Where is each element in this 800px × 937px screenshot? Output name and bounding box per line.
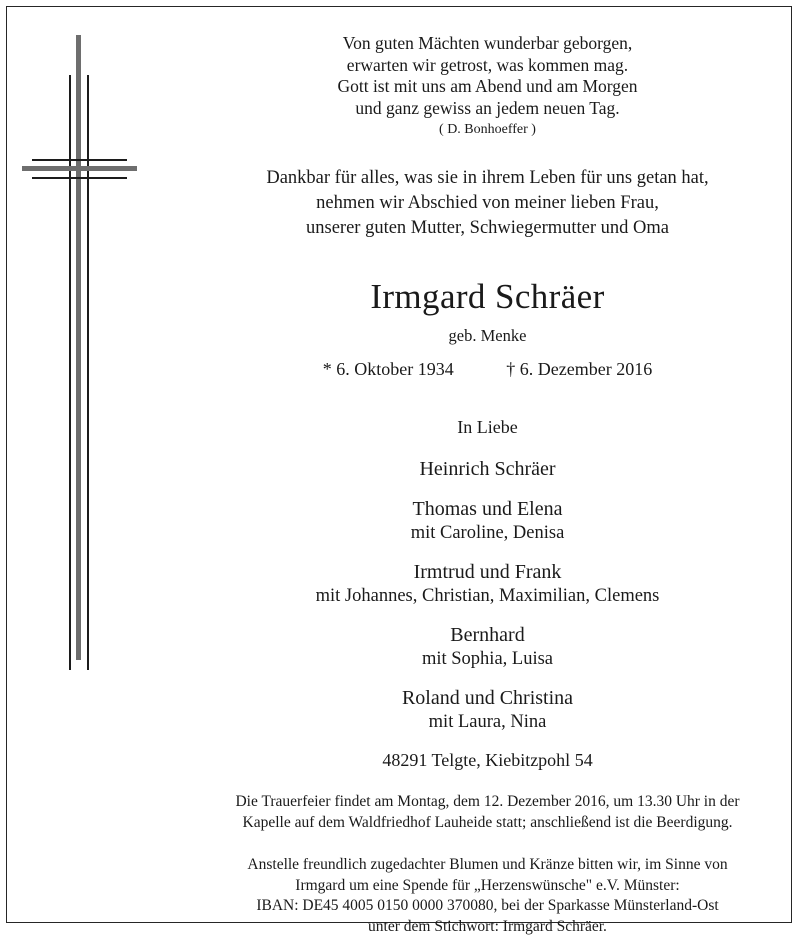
- cross-vertical-edge-right: [87, 75, 89, 670]
- poem-line: Von guten Mächten wunderbar geborgen,: [182, 33, 793, 55]
- dedication-line: unserer guten Mutter, Schwiegermutter und Oma: [182, 216, 793, 241]
- survivor-children: mit Caroline, Denisa: [182, 522, 793, 545]
- survivor-principal: Roland und Christina: [182, 686, 793, 711]
- survivor-group: [182, 686, 793, 734]
- cross-vertical-edge-left: [69, 75, 71, 670]
- dedication-line: nehmen wir Abschied von meiner lieben Frau,: [182, 191, 793, 216]
- cross-horizontal-bar: [22, 166, 137, 171]
- survivors-list: [182, 457, 793, 734]
- survivor-principal: Irmtrud und Frank: [182, 560, 793, 585]
- service-line: Die Trauerfeier findet am Montag, dem 12. Dezember 2016, um 13.30 Uhr in der: [182, 792, 793, 813]
- donation-line: Irmgard um eine Spende für „Herzenswünsche" e.V. Münster:: [182, 876, 793, 897]
- survivor-group: [182, 623, 793, 671]
- survivor-children: mit Sophia, Luisa: [182, 648, 793, 671]
- survivor-group: [182, 457, 793, 482]
- dedication-line: Dankbar für alles, was sie in ihrem Leben für uns getan hat,: [182, 166, 793, 191]
- death-date: † 6. Dezember 2016: [506, 358, 652, 380]
- survivor-principal: Thomas und Elena: [182, 497, 793, 522]
- cross-horizontal-edge-bottom: [32, 177, 127, 179]
- cross-icon: [7, 7, 182, 707]
- cross-vertical-bar: [76, 35, 81, 660]
- notice-content: [182, 7, 793, 924]
- obituary-notice: [6, 6, 792, 923]
- deceased-maiden-name: geb. Menke: [182, 326, 793, 346]
- memorial-poem: [182, 33, 793, 140]
- deceased-dates: [182, 358, 793, 380]
- donation-line: Anstelle freundlich zugedachter Blumen und Kränze bitten wir, im Sinne von: [182, 855, 793, 876]
- family-address: 48291 Telgte, Kiebitzpohl 54: [182, 749, 793, 771]
- service-line: Kapelle auf dem Waldfriedhof Lauheide statt; anschließend ist die Beerdigung.: [182, 813, 793, 834]
- funeral-service-details: [182, 792, 793, 833]
- donation-iban-line: IBAN: DE45 4005 0150 0000 370080, bei der Sparkasse Münsterland-Ost: [182, 896, 793, 917]
- poem-line: Gott ist mit uns am Abend und am Morgen: [182, 76, 793, 98]
- survivor-group: [182, 560, 793, 608]
- poem-line: und ganz gewiss an jedem neuen Tag.: [182, 98, 793, 120]
- survivor-children: mit Laura, Nina: [182, 711, 793, 734]
- cross-horizontal-edge-top: [32, 159, 127, 161]
- survivor-principal: Heinrich Schräer: [182, 457, 793, 482]
- donation-line: unter dem Stichwort: Irmgard Schräer.: [182, 917, 793, 937]
- birth-date: * 6. Oktober 1934: [323, 358, 454, 380]
- deceased-name: Irmgard Schräer: [182, 277, 793, 317]
- survivor-children: mit Johannes, Christian, Maximilian, Clemens: [182, 585, 793, 608]
- donation-request: [182, 855, 793, 937]
- survivors-heading: In Liebe: [182, 416, 793, 438]
- poem-attribution: ( D. Bonhoeffer ): [182, 120, 793, 140]
- survivor-principal: Bernhard: [182, 623, 793, 648]
- dedication-text: [182, 166, 793, 241]
- poem-line: erwarten wir getrost, was kommen mag.: [182, 55, 793, 77]
- survivor-group: [182, 497, 793, 545]
